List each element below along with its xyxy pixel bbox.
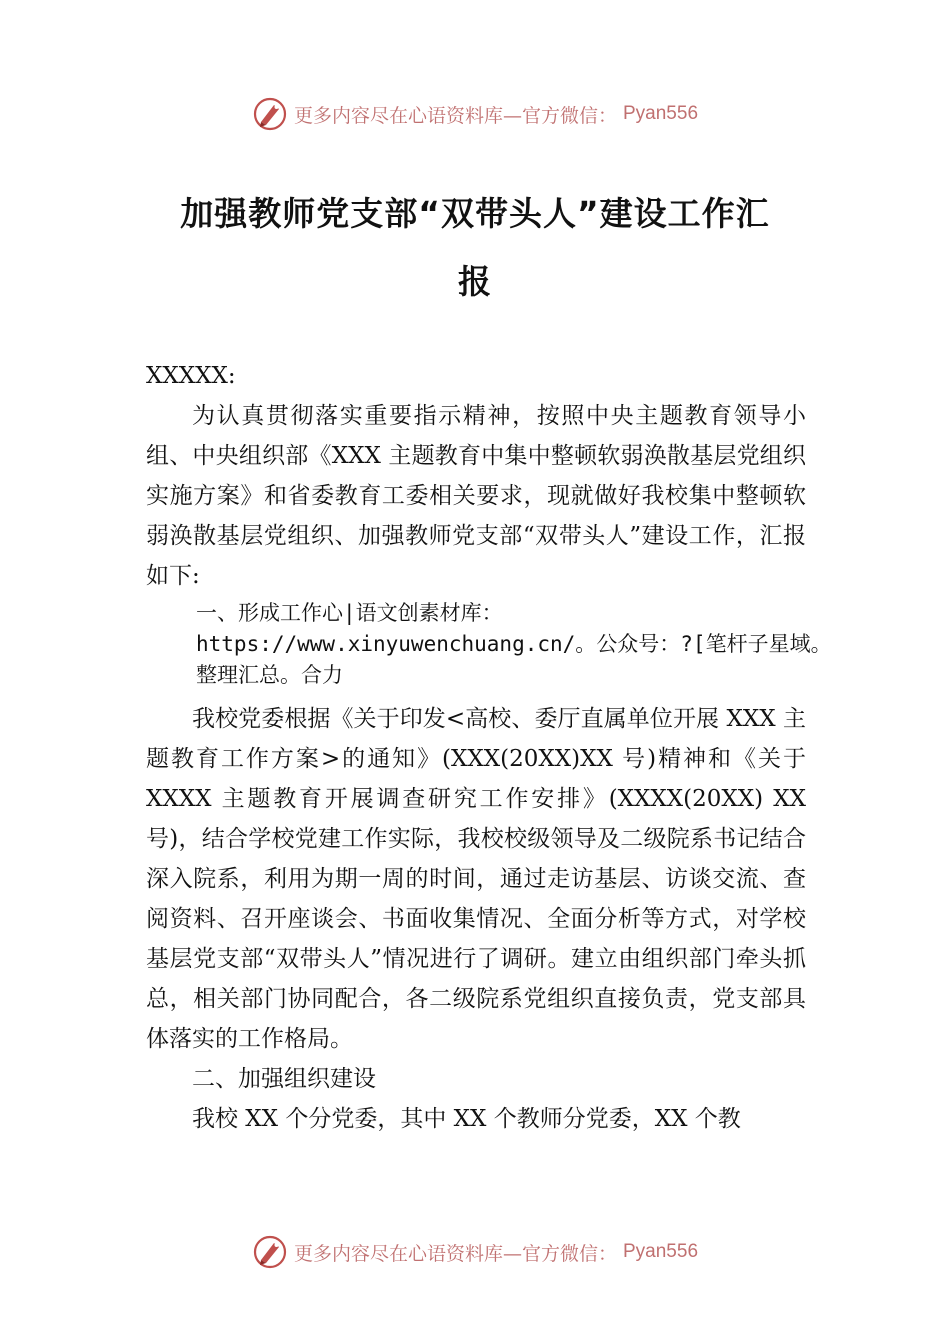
paragraph-intro: 为认真贯彻落实重要指示精神，按照中央主题教育领导小组、中央组织部《XXX 主题教育中集中整顿软弱涣散基层党组织实施方案》和省委教育工委相关要求，现就做好我校集中整顿软弱涣散基层党组织、加强教师党支部“双带头人”建设工作，汇报如下:: [146, 403, 806, 589]
header-banner: [0, 96, 950, 132]
footer-banner: [0, 1234, 950, 1270]
footer-banner-text: 更多内容尽在心语资料库—官方微信：: [293, 1242, 617, 1265]
title-line-2: 报: [458, 262, 492, 301]
footer-banner-wechat-id: Pyan556: [623, 1241, 699, 1262]
pen-logo-icon: [252, 1234, 288, 1270]
section-heading-2: 二、加强组织建设: [192, 1066, 376, 1092]
paragraph-research: 我校党委根据《关于印发<高校、委厅直属单位开展 XXX 主题教育工作方案>的通知》(XXX(20XX)XX 号)精神和《关于 XXXX 主题教育开展调查研究工作安排》(XXXX(20XX) XX 号)，结合学校党建工作实际，我校校级领导及二级院系书记结合深入院系，利用为期一周的时间，通过走访基层、访谈交流、查阅资料、召开座谈会、书面收集情况、全面分析等方式，对学校基层党支部“双带头人”情况进行了调研。建立由组织部门牵头抓总，相关部门协同配合，各二级院系党组织直接负责，党支部具体落实的工作格局。: [146, 706, 806, 1052]
document-title: [140, 180, 810, 316]
section-heading-1: 一、形成工作心|语文创素材库：https://www.xinyuwenchuang.cn/。公众号：?[笔杆子星域。整理汇总。合力: [196, 601, 832, 687]
header-banner-wechat-id: Pyan556: [623, 103, 699, 124]
header-banner-text: 更多内容尽在心语资料库—官方微信：: [293, 104, 617, 127]
pen-logo-icon: [252, 96, 288, 132]
salutation: XXXXX:: [146, 363, 236, 389]
paragraph-organization: 我校 XX 个分党委，其中 XX 个教师分党委，XX 个教: [192, 1106, 741, 1132]
title-line-1: 加强教师党支部“双带头人”建设工作汇: [180, 194, 770, 233]
document-body: [146, 356, 832, 1139]
